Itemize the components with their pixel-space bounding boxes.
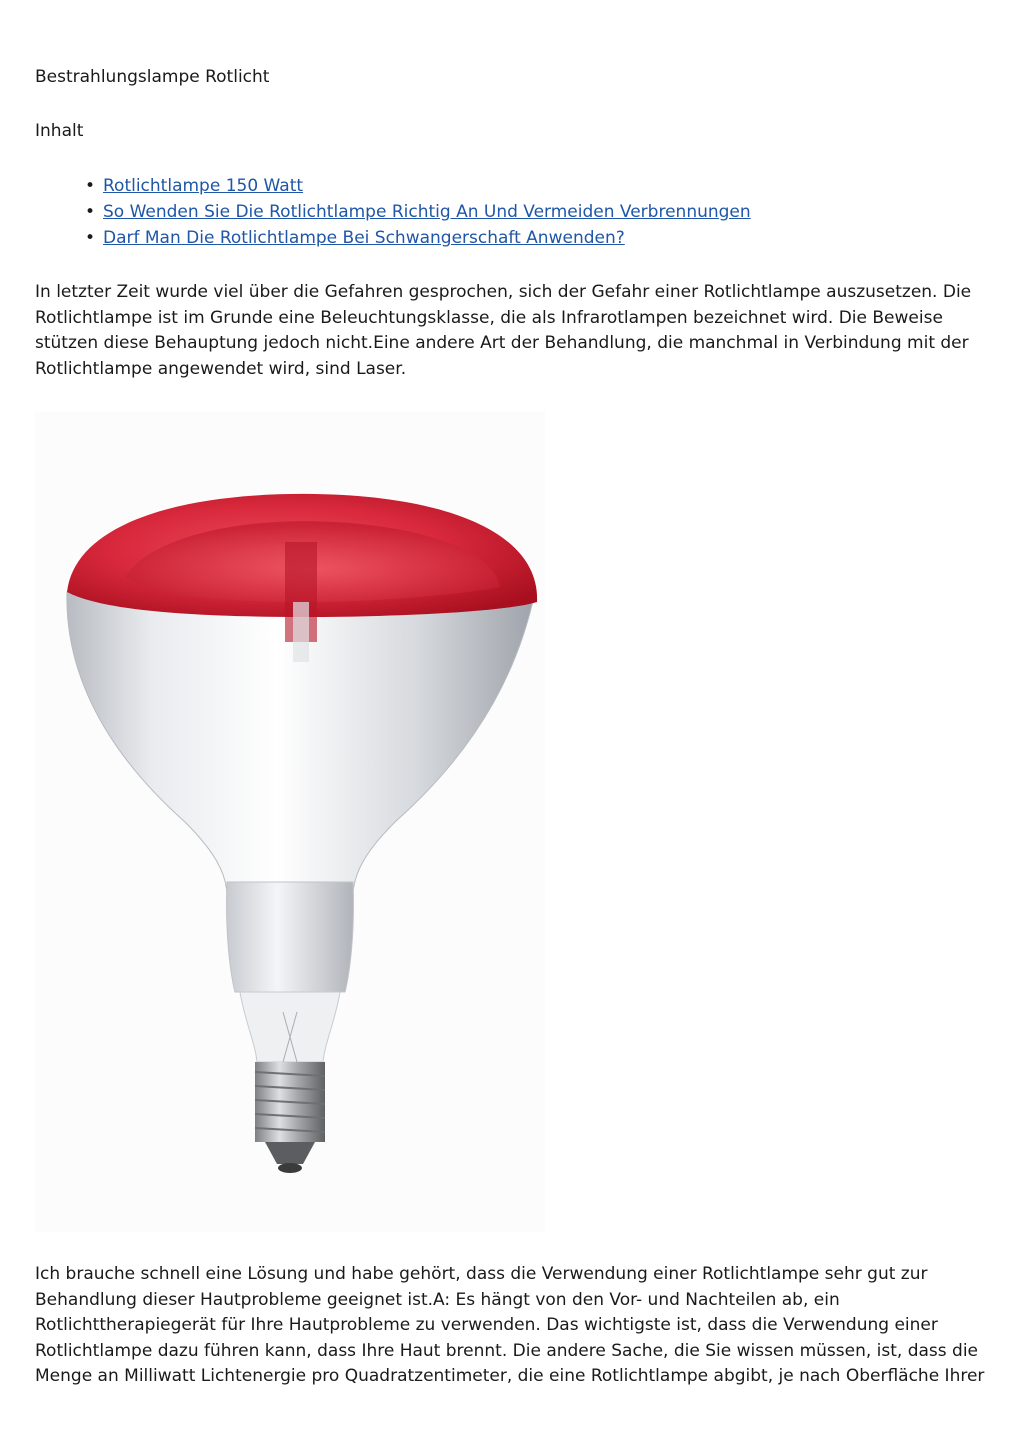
bullet-icon: • [85,202,96,222]
bullet-icon: • [85,176,96,196]
paragraph-intro: In letzter Zeit wurde viel über die Gefahren gesprochen, sich der Gefahr einer Rotlichtlampe auszusetzen. Die Rotlichtlampe ist im Grunde eine Beleuchtungsklasse, die als Infrarotlampen bezeichnet wird. Die Beweise stützen diese Behauptung jedoch nicht.Eine andere Art der Behandlung, die manchmal in Verbindung mit der Rotlichtlampe angewendet wird, sind Laser. [35,282,972,379]
bullet-icon: • [85,228,96,248]
toc-heading: Inhalt [35,121,84,141]
toc-item [35,199,751,225]
toc-link-schwangerschaft[interactable]: Darf Man Die Rotlichtlampe Bei Schwangerschaft Anwenden? [103,228,625,248]
document-title: Bestrahlungslampe Rotlicht [35,67,270,87]
toc-item [35,173,751,199]
toc-item [35,225,751,251]
toc-link-rotlichtlampe-150-watt[interactable]: Rotlichtlampe 150 Watt [103,176,304,196]
infrared-lamp-bulb-image [35,412,545,1232]
toc-link-so-wenden-sie[interactable]: So Wenden Sie Die Rotlichtlampe Richtig An Und Vermeiden Verbrennungen [103,202,751,222]
table-of-contents [35,173,751,251]
paragraph-solution: Ich brauche schnell eine Lösung und habe gehört, dass die Verwendung einer Rotlichtlampe sehr gut zur Behandlung dieser Hautprobleme geeignet ist.A: Es hängt von den Vor- und Nachteilen ab, ein Rotlichttherapiegerät für Ihre Hautprobleme zu verwenden. Das wichtigste ist, dass die Verwendung einer Rotlichtlampe dazu führen kann, dass Ihre Haut brennt. Die andere Sache, die Sie wissen müssen, ist, dass die Menge an Milliwatt Lichtenergie pro Quadratzentimeter, die eine Rotlichtlampe abgibt, je nach Oberfläche Ihrer [35,1264,985,1387]
